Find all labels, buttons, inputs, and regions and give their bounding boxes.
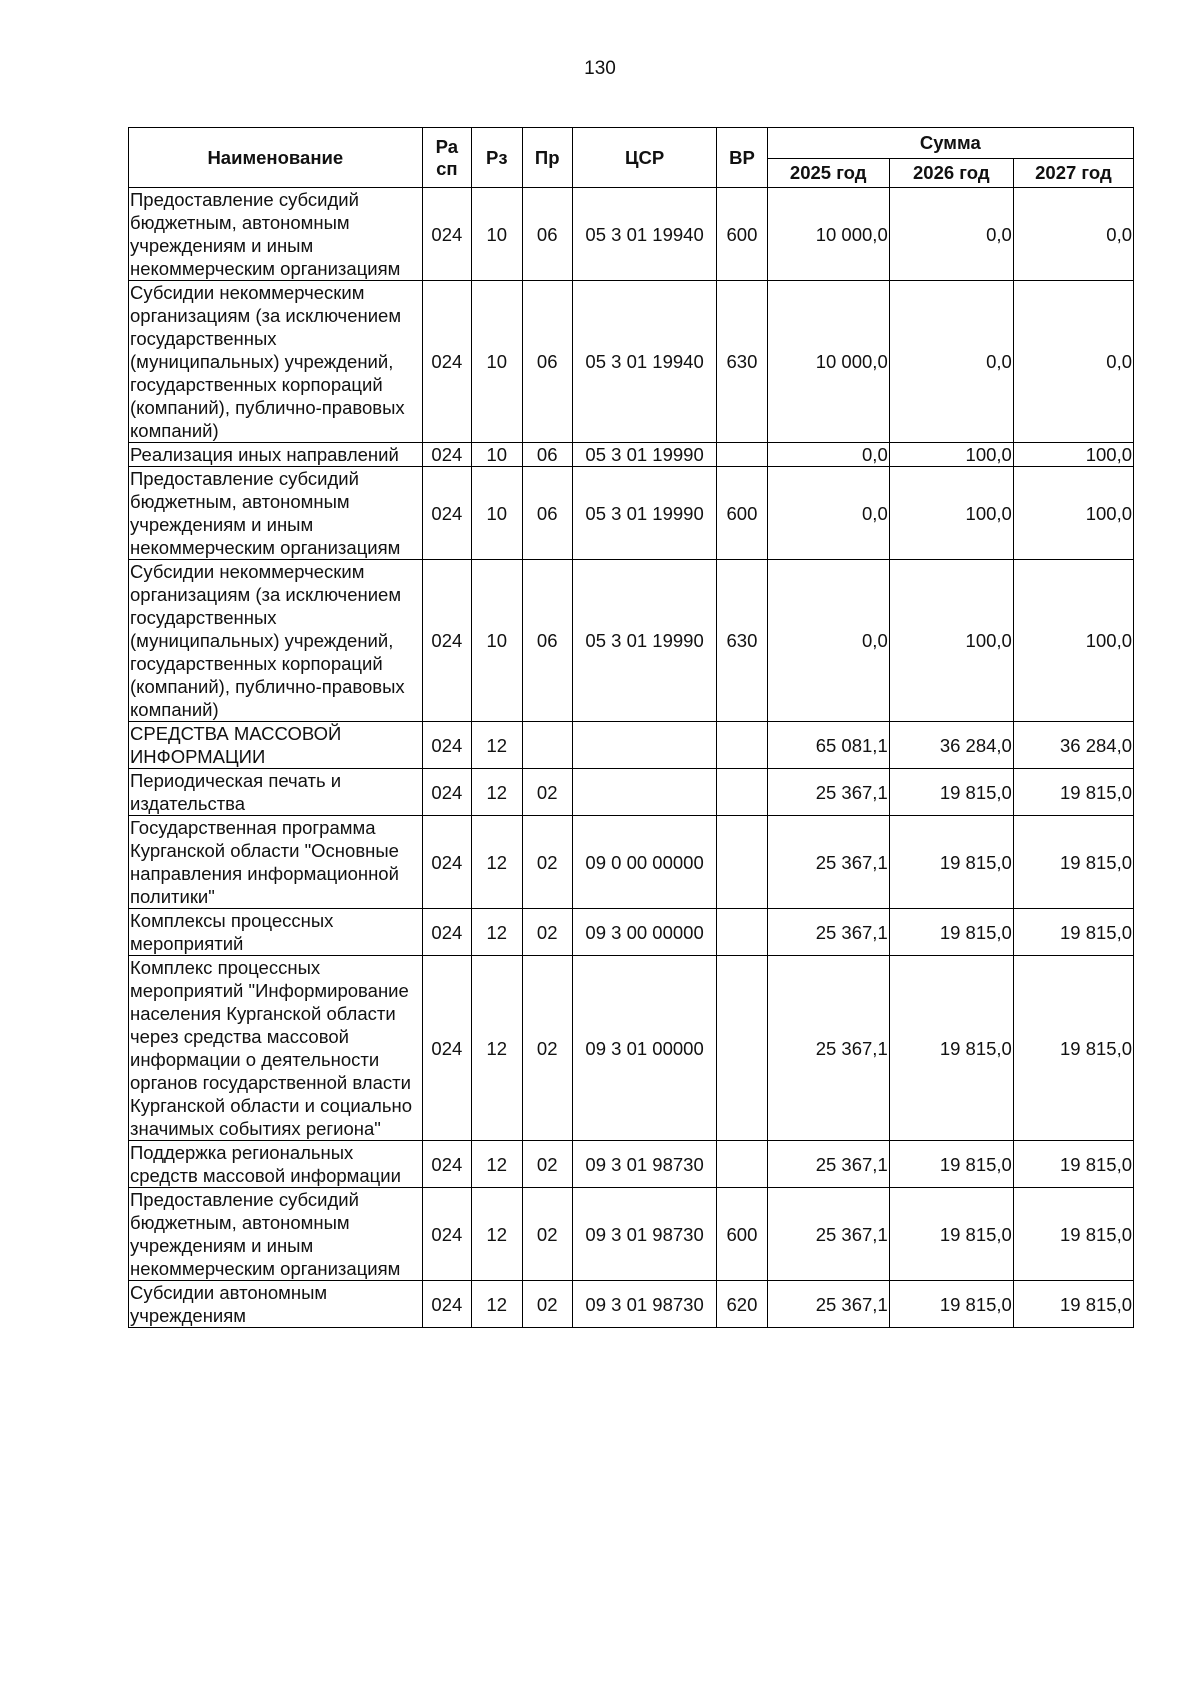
row-2025: 0,0 <box>767 467 889 560</box>
row-csr: 09 3 01 98730 <box>572 1141 716 1188</box>
row-2026: 100,0 <box>889 467 1013 560</box>
table-row <box>129 909 1134 956</box>
row-2025: 25 367,1 <box>767 909 889 956</box>
row-vr <box>717 769 767 816</box>
row-pr: 06 <box>522 281 572 443</box>
row-name: Предоставление субсидий бюджетным, автономным учреждениям и иным некоммерческим организациям <box>129 467 423 560</box>
row-pr: 02 <box>522 956 572 1141</box>
row-rz: 12 <box>472 722 522 769</box>
header-year-2027: 2027 год <box>1013 159 1133 188</box>
row-rz: 10 <box>472 188 522 281</box>
row-2027: 19 815,0 <box>1013 816 1133 909</box>
row-name: СРЕДСТВА МАССОВОЙ ИНФОРМАЦИИ <box>129 722 423 769</box>
row-rz: 12 <box>472 1188 522 1281</box>
row-csr: 09 3 01 98730 <box>572 1281 716 1328</box>
row-vr <box>717 909 767 956</box>
row-rasp: 024 <box>422 722 471 769</box>
row-2027: 19 815,0 <box>1013 1188 1133 1281</box>
header-year-2026: 2026 год <box>889 159 1013 188</box>
row-vr: 600 <box>717 1188 767 1281</box>
table-row <box>129 722 1134 769</box>
row-2027: 100,0 <box>1013 443 1133 467</box>
row-vr: 620 <box>717 1281 767 1328</box>
header-name: Наименование <box>129 128 423 188</box>
header-vr: ВР <box>717 128 767 188</box>
row-name: Поддержка региональных средств массовой информации <box>129 1141 423 1188</box>
row-csr: 09 3 01 98730 <box>572 1188 716 1281</box>
row-name: Предоставление субсидий бюджетным, автономным учреждениям и иным некоммерческим организациям <box>129 188 423 281</box>
budget-table <box>128 127 1134 1328</box>
table-row <box>129 467 1134 560</box>
row-csr: 05 3 01 19990 <box>572 443 716 467</box>
row-csr: 09 3 00 00000 <box>572 909 716 956</box>
row-2025: 25 367,1 <box>767 956 889 1141</box>
row-2025: 10 000,0 <box>767 281 889 443</box>
row-csr: 05 3 01 19940 <box>572 188 716 281</box>
row-2026: 100,0 <box>889 443 1013 467</box>
header-rz: Рз <box>472 128 522 188</box>
row-pr: 06 <box>522 188 572 281</box>
row-rz: 12 <box>472 1281 522 1328</box>
table-row <box>129 443 1134 467</box>
row-2027: 19 815,0 <box>1013 956 1133 1141</box>
row-name: Субсидии автономным учреждениям <box>129 1281 423 1328</box>
header-pr: Пр <box>522 128 572 188</box>
row-csr <box>572 722 716 769</box>
row-rasp: 024 <box>422 769 471 816</box>
row-pr: 02 <box>522 909 572 956</box>
header-sum: Сумма <box>767 128 1133 159</box>
row-name: Субсидии некоммерческим организациям (за исключением государственных (муниципальных) учреждений, государственных корпораций (компаний), публично-правовых компаний) <box>129 560 423 722</box>
row-2026: 0,0 <box>889 281 1013 443</box>
row-2026: 36 284,0 <box>889 722 1013 769</box>
row-2026: 19 815,0 <box>889 956 1013 1141</box>
header-rasp-line1: Ра <box>435 135 459 157</box>
row-2027: 100,0 <box>1013 560 1133 722</box>
row-rasp: 024 <box>422 1281 471 1328</box>
row-rz: 12 <box>472 956 522 1141</box>
row-pr: 02 <box>522 1188 572 1281</box>
row-rasp: 024 <box>422 443 471 467</box>
row-2027: 19 815,0 <box>1013 909 1133 956</box>
row-pr: 06 <box>522 560 572 722</box>
row-pr: 02 <box>522 1141 572 1188</box>
row-rasp: 024 <box>422 956 471 1141</box>
table-row <box>129 769 1134 816</box>
row-name: Реализация иных направлений <box>129 443 423 467</box>
row-2026: 19 815,0 <box>889 1281 1013 1328</box>
row-pr: 02 <box>522 816 572 909</box>
row-2025: 0,0 <box>767 560 889 722</box>
table-row <box>129 1141 1134 1188</box>
row-csr <box>572 769 716 816</box>
row-name: Комплексы процессных мероприятий <box>129 909 423 956</box>
row-2027: 0,0 <box>1013 281 1133 443</box>
row-csr: 09 0 00 00000 <box>572 816 716 909</box>
row-csr: 05 3 01 19990 <box>572 467 716 560</box>
row-2026: 19 815,0 <box>889 1141 1013 1188</box>
table-row <box>129 188 1134 281</box>
row-2026: 100,0 <box>889 560 1013 722</box>
row-name: Периодическая печать и издательства <box>129 769 423 816</box>
row-rz: 12 <box>472 769 522 816</box>
row-rasp: 024 <box>422 467 471 560</box>
row-vr <box>717 443 767 467</box>
table-row <box>129 956 1134 1141</box>
row-2026: 19 815,0 <box>889 816 1013 909</box>
row-pr <box>522 722 572 769</box>
row-rz: 12 <box>472 1141 522 1188</box>
row-2027: 0,0 <box>1013 188 1133 281</box>
row-vr: 630 <box>717 281 767 443</box>
row-2025: 25 367,1 <box>767 1141 889 1188</box>
row-name: Предоставление субсидий бюджетным, автономным учреждениям и иным некоммерческим организациям <box>129 1188 423 1281</box>
row-csr: 09 3 01 00000 <box>572 956 716 1141</box>
row-2025: 25 367,1 <box>767 816 889 909</box>
table-row <box>129 560 1134 722</box>
row-name: Государственная программа Курганской области "Основные направления информационной политики" <box>129 816 423 909</box>
row-name: Комплекс процессных мероприятий "Информирование населения Курганской области через средства массовой информации о деятельности органов государственной власти Курганской области и социально значимых событиях региона" <box>129 956 423 1141</box>
row-rasp: 024 <box>422 1188 471 1281</box>
header-rasp <box>422 128 471 188</box>
row-vr <box>717 1141 767 1188</box>
row-rz: 10 <box>472 281 522 443</box>
row-2025: 0,0 <box>767 443 889 467</box>
table-row <box>129 1281 1134 1328</box>
row-vr: 630 <box>717 560 767 722</box>
row-pr: 02 <box>522 769 572 816</box>
row-2025: 25 367,1 <box>767 1188 889 1281</box>
row-2025: 25 367,1 <box>767 1281 889 1328</box>
row-name: Субсидии некоммерческим организациям (за исключением государственных (муниципальных) учреждений, государственных корпораций (компаний), публично-правовых компаний) <box>129 281 423 443</box>
row-pr: 02 <box>522 1281 572 1328</box>
table-row <box>129 816 1134 909</box>
row-2026: 0,0 <box>889 188 1013 281</box>
row-csr: 05 3 01 19940 <box>572 281 716 443</box>
row-vr: 600 <box>717 467 767 560</box>
row-pr: 06 <box>522 443 572 467</box>
row-rasp: 024 <box>422 188 471 281</box>
row-rasp: 024 <box>422 1141 471 1188</box>
row-csr: 05 3 01 19990 <box>572 560 716 722</box>
row-vr <box>717 722 767 769</box>
row-rz: 10 <box>472 467 522 560</box>
row-2026: 19 815,0 <box>889 909 1013 956</box>
row-2025: 65 081,1 <box>767 722 889 769</box>
row-rz: 12 <box>472 909 522 956</box>
row-pr: 06 <box>522 467 572 560</box>
row-vr <box>717 956 767 1141</box>
row-2025: 25 367,1 <box>767 769 889 816</box>
row-2026: 19 815,0 <box>889 1188 1013 1281</box>
row-rasp: 024 <box>422 281 471 443</box>
row-vr <box>717 816 767 909</box>
row-rasp: 024 <box>422 909 471 956</box>
row-rasp: 024 <box>422 816 471 909</box>
row-rz: 12 <box>472 816 522 909</box>
row-2027: 19 815,0 <box>1013 1281 1133 1328</box>
row-rz: 10 <box>472 560 522 722</box>
table-row <box>129 1188 1134 1281</box>
header-year-2025: 2025 год <box>767 159 889 188</box>
row-2027: 19 815,0 <box>1013 1141 1133 1188</box>
row-2027: 100,0 <box>1013 467 1133 560</box>
row-rasp: 024 <box>422 560 471 722</box>
row-2026: 19 815,0 <box>889 769 1013 816</box>
row-2027: 36 284,0 <box>1013 722 1133 769</box>
row-2027: 19 815,0 <box>1013 769 1133 816</box>
row-2025: 10 000,0 <box>767 188 889 281</box>
header-rasp-line2: сп <box>436 157 458 179</box>
row-vr: 600 <box>717 188 767 281</box>
table-row <box>129 281 1134 443</box>
header-csr: ЦСР <box>572 128 716 188</box>
row-rz: 10 <box>472 443 522 467</box>
page-number: 130 <box>584 58 616 79</box>
